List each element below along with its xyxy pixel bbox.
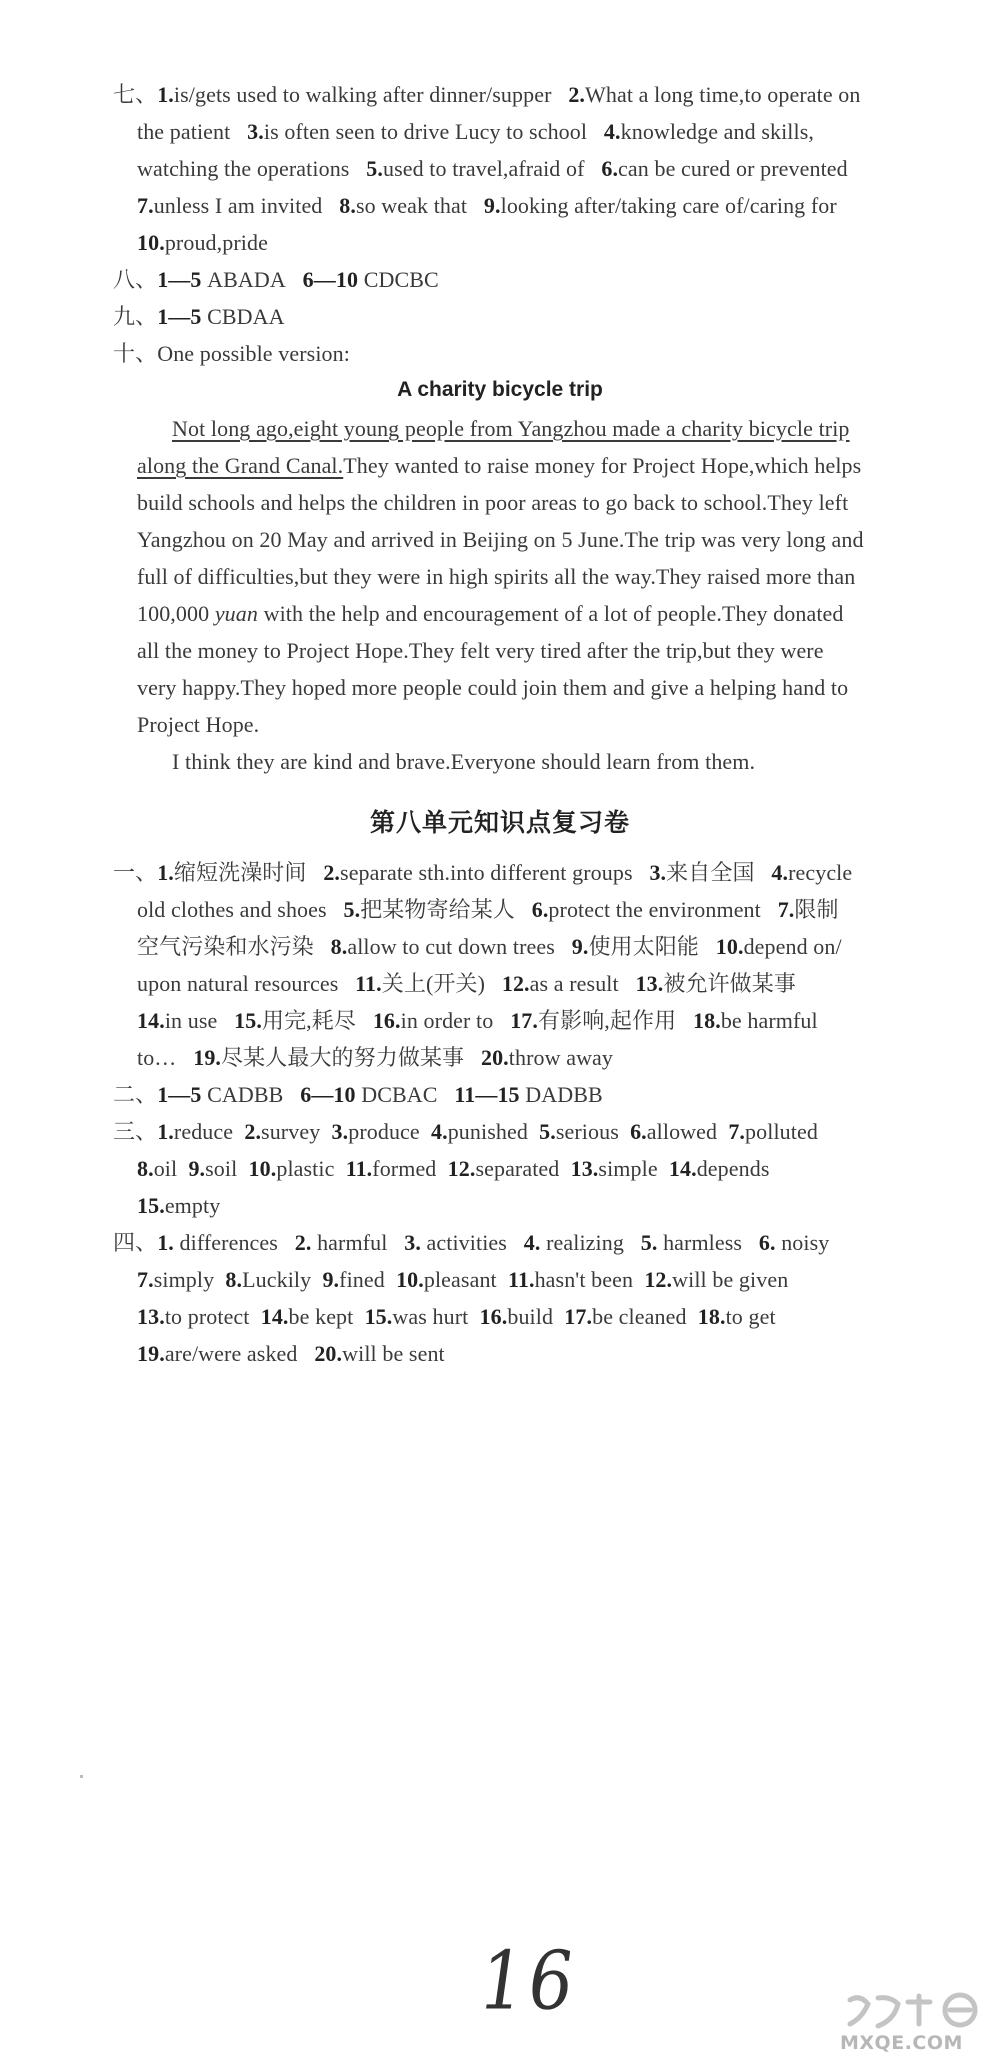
part7-line-3: watching the operations 5.used to travel,afraid of 6.can be cured or prevented	[137, 156, 848, 181]
essay-line-3: build schools and helps the children in poor areas to go back to school.They left	[137, 490, 849, 515]
u1-line-5: 14.in use 15.用完,耗尽 16.in order to 17.有影响,起作用 18.be harmful	[137, 1008, 818, 1033]
u1-line-3: 空气污染和水污染 8.allow to cut down trees 9.使用太阳能 10.depend on/	[137, 934, 842, 959]
essay-line-7: all the money to Project Hope.They felt very tired after the trip,but they were	[137, 638, 824, 663]
essay-line-8: very happy.They hoped more people could join them and give a helping hand to	[137, 675, 849, 700]
part7-line-1: 七、1.is/gets used to walking after dinner/supper 2.What a long time,to operate on	[113, 82, 861, 107]
u1-line-6: to… 19.尽某人最大的努力做某事 20.throw away	[137, 1045, 614, 1070]
part7-line-5: 10.proud,pride	[137, 230, 268, 255]
u2-line: 二、1—5 CADBB 6—10 DCBAC 11—15 DADBB	[113, 1082, 603, 1107]
page-number: 16	[473, 1933, 584, 2029]
u1-line-2: old clothes and shoes 5.把某物寄给某人 6.protect the environment 7.限制	[137, 897, 839, 922]
part7-line-2: the patient 3.is often seen to drive Lucy to school 4.knowledge and skills,	[137, 119, 814, 144]
watermark-text: MXQE.COM	[840, 2032, 963, 2054]
u3-line-3: 15.empty	[137, 1193, 221, 1218]
u1-line-4: upon natural resources 11.关上(开关) 12.as a result 13.被允许做某事	[137, 971, 796, 996]
part8-line: 八、1—5 ABADA 6—10 CDCBC	[113, 267, 439, 292]
u4-line-3: 13.to protect 14.be kept 15.was hurt 16.build 17.be cleaned 18.to get	[137, 1304, 776, 1329]
u4-line-2: 7.simply 8.Luckily 9.fined 10.pleasant 11.hasn't been 12.will be given	[137, 1267, 789, 1292]
part7-line-4: 7.unless I am invited 8.so weak that 9.looking after/taking care of/caring for	[137, 193, 837, 218]
unit8-title: 第八单元知识点复习卷	[369, 808, 630, 837]
margin-mark	[80, 1775, 83, 1778]
part9-line: 九、1—5 CBDAA	[113, 304, 285, 329]
u3-line-2: 8.oil 9.soil 10.plastic 11.formed 12.separated 13.simple 14.depends	[137, 1156, 770, 1181]
essay-paragraph-2: I think they are kind and brave.Everyone should learn from them.	[172, 749, 756, 774]
u3-line-1: 三、1.reduce 2.survey 3.produce 4.punished 5.serious 6.allowed 7.polluted	[113, 1119, 818, 1144]
u4-line-1: 四、1. differences 2. harmful 3. activities 4. realizing 5. harmless 6. noisy	[113, 1230, 830, 1255]
essay-line-5: full of difficulties,but they were in high spirits all the way.They raised more than	[137, 564, 856, 589]
essay-line-9: Project Hope.	[137, 712, 260, 737]
part10-label: 十、One possible version:	[113, 341, 350, 366]
essay-title: A charity bicycle trip	[397, 378, 603, 401]
essay-line-1: Not long ago,eight young people from Yangzhou made a charity bicycle trip	[172, 416, 850, 441]
essay-line-4: Yangzhou on 20 May and arrived in Beijing on 5 June.The trip was very long and	[137, 527, 864, 552]
u4-line-4: 19.are/were asked 20.will be sent	[137, 1341, 445, 1366]
u1-line-1: 一、1.缩短洗澡时间 2.separate sth.into different groups 3.来自全国 4.recycle	[113, 860, 853, 885]
essay-line-6: 100,000 yuan with the help and encouragement of a lot of people.They donated	[137, 601, 844, 626]
essay-line-2: along the Grand Canal.They wanted to raise money for Project Hope,which helps	[137, 453, 862, 478]
